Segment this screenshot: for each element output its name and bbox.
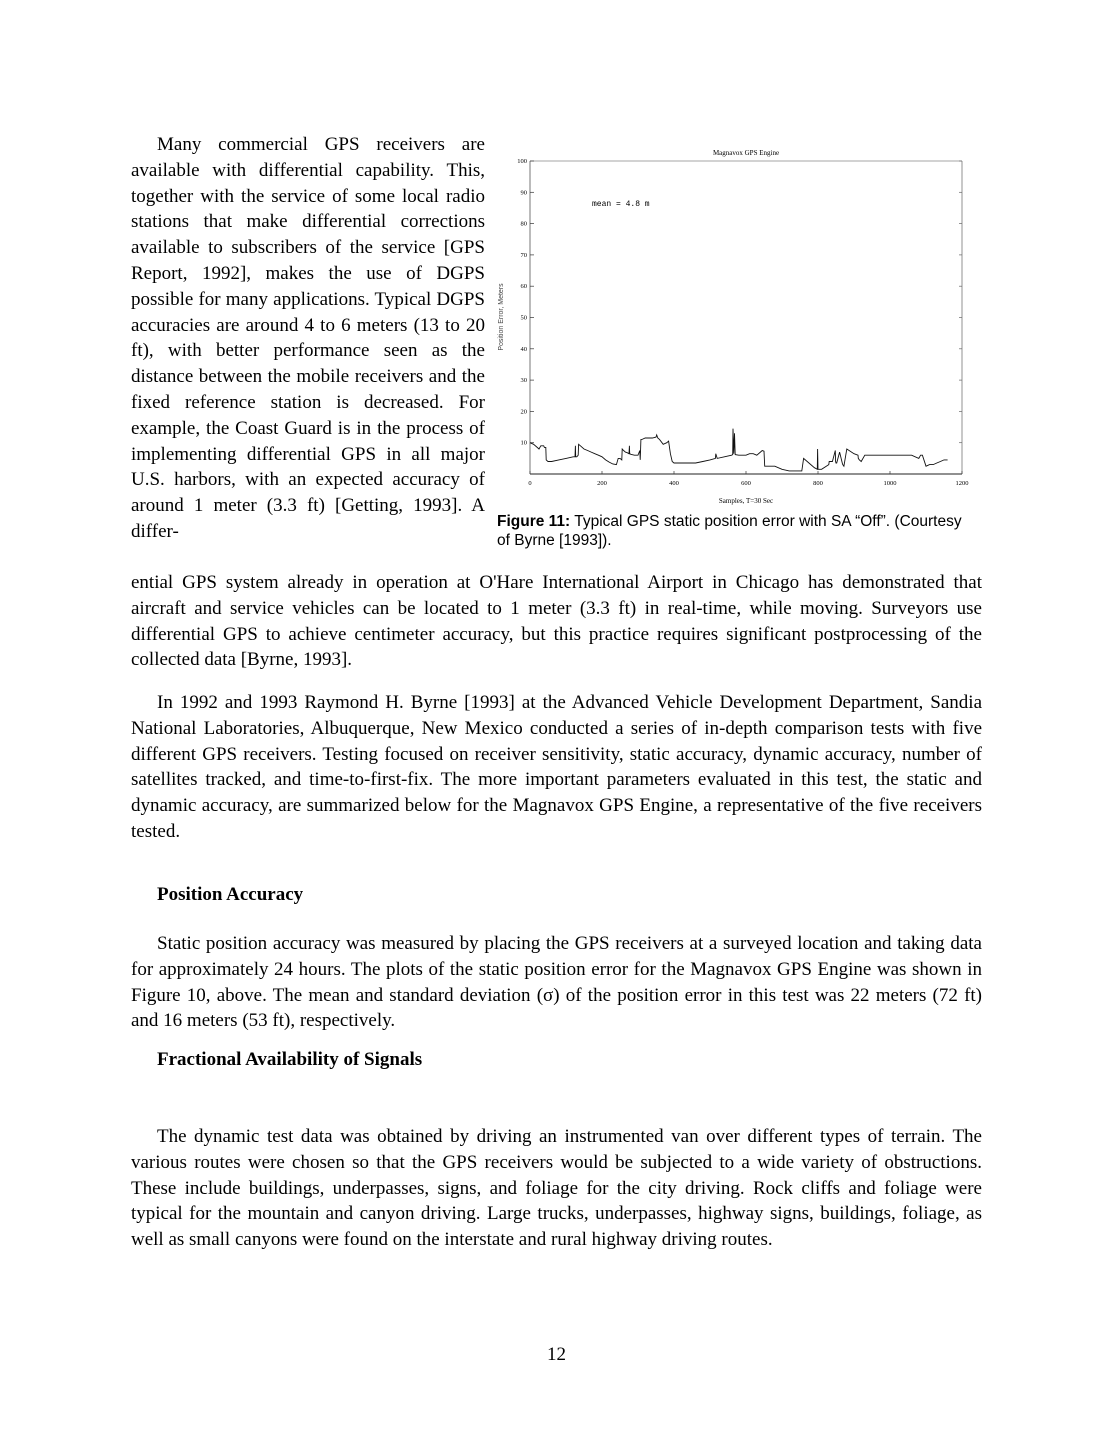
y-tick-label: 60 (520, 283, 527, 291)
y-tick-label: 100 (517, 158, 527, 165)
x-tick-label: 600 (741, 480, 751, 487)
x-tick-label: 400 (669, 480, 679, 487)
paragraph-intro-continued: ential GPS system already in operation at O'Hare International Airport in Chicago has demonstrated that aircraft and service vehicles can be located to 1 meter (3.3 ft) in real-time, while moving. Surveyors use differential GPS to achieve centimeter accuracy, but this practice requires significant postprocessing of the collected data [Byrne, 1993]. (131, 572, 982, 671)
x-tick-label: 1000 (883, 480, 897, 487)
y-tick-label: 20 (520, 408, 527, 416)
figure-chart (490, 140, 975, 510)
chart-y-axis-label: Position Error, Meters (498, 283, 505, 351)
chart-x-axis-label: Samples, T=30 Sec (718, 497, 774, 505)
x-tick-label: 800 (813, 480, 823, 487)
y-tick-label: 80 (520, 220, 527, 228)
chart-title: Magnavox GPS Engine (712, 149, 780, 157)
paragraph-intro-wrapped: Many commercial GPS receivers are available with differential capability. This, together with the service of some local radio stations that make differential corrections available to subscribers of the service [GPS Report, 1992], makes the use of DGPS possible for many applications. Typical DGPS accuracies are around 4 to 6 meters (13 to 20 ft), with better performance seen as the distance between the mobile receivers and the fixed reference station is decreased. For example, the Coast Guard is in the process of implementing differential GPS in all major U.S. harbors, with an expected accuracy of around 1 meter (3.3 ft) [Getting, 1993]. A differ- (131, 134, 485, 542)
paragraph-byrne-tests: In 1992 and 1993 Raymond H. Byrne [1993] at the Advanced Vehicle Development Department, Sandia National Laboratories, Albuquerque, New Mexico conducted a series of in-depth comparison tests with five different GPS receivers. Testing focused on receiver sensitivity, static accuracy, dynamic accuracy, number of satellites tracked, and time-to-first-fix. The more important parameters evaluated in this test, the static and dynamic accuracy, are summarized below for the Magnavox GPS Engine, a representative of the five receivers tested. (131, 692, 982, 842)
heading-fractional-availability: Fractional Availability of Signals (157, 1049, 423, 1070)
y-tick-label: 10 (520, 439, 527, 447)
paragraph-position-accuracy: Static position accuracy was measured by placing the GPS receivers at a surveyed location and taking data for approximately 24 hours. The plots of the static position error for the Magnavox GPS Engine was shown in Figure 10, above. The mean and standard deviation (σ) of the position error in this test was 22 meters (72 ft) and 16 meters (53 ft), respectively. (131, 933, 982, 1032)
x-tick-label: 1200 (955, 480, 969, 487)
x-tick-label: 0 (528, 480, 532, 487)
figure-caption-text: Typical GPS static position error with SA “Off”. (Courtesy of Byrne [1993]). (497, 513, 962, 549)
y-tick-label: 90 (520, 189, 527, 197)
figure-caption (497, 512, 977, 550)
page-number: 12 (547, 1344, 566, 1365)
x-tick-label: 200 (597, 480, 607, 487)
figure-caption-label: Figure 11: (497, 513, 571, 530)
y-tick-label: 40 (520, 345, 527, 353)
y-tick-label: 30 (520, 377, 527, 385)
series-line-position-error (530, 429, 948, 471)
heading-position-accuracy: Position Accuracy (157, 884, 304, 905)
y-tick-label: 70 (520, 251, 527, 259)
paragraph-dynamic-test: The dynamic test data was obtained by driving an instrumented van over different types of terrain. The various routes were chosen so that the GPS receivers would be subjected to a wide variety of obstructions. These include buildings, underpasses, signs, and foliage for the city driving. Rock cliffs and foliage were typical for the mountain and canyon driving. Large trucks, underpasses, highway signs, buildings, foliage, as well as small canyons were found on the interstate and rural highway driving routes. (131, 1126, 982, 1251)
chart-mean-annotation: mean = 4.8 m (592, 200, 650, 209)
y-tick-label: 50 (520, 314, 527, 322)
